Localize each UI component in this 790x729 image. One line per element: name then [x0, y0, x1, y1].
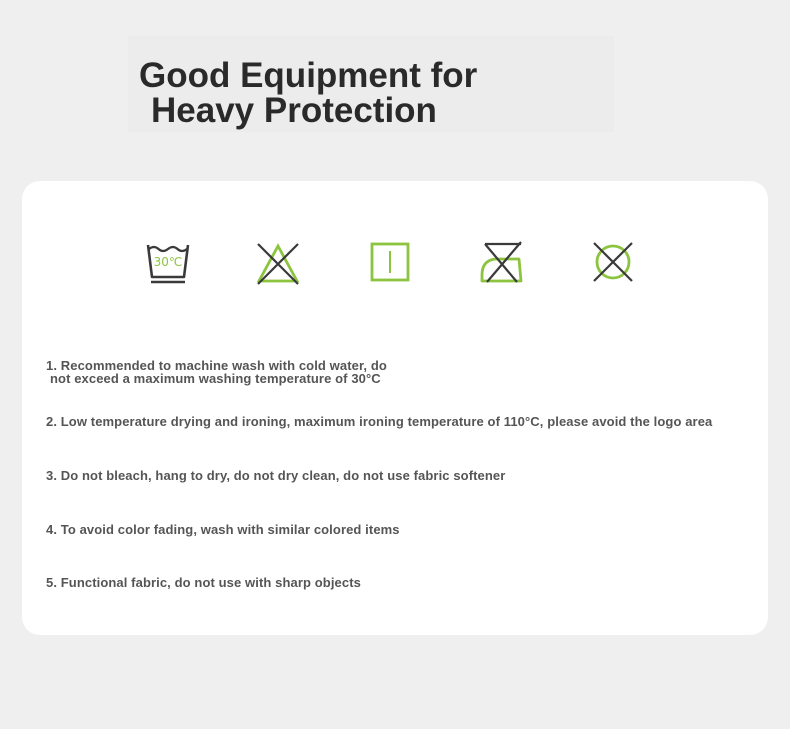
instruction-item-4: 4. To avoid color fading, wash with similar colored items — [46, 522, 400, 537]
care-instructions-card — [22, 181, 768, 635]
title-line-2: Heavy Protection — [151, 91, 437, 130]
title-line-1: Good Equipment for — [139, 56, 478, 95]
instruction-item-1-line-2: not exceed a maximum washing temperature of 30°C — [50, 371, 381, 386]
do-not-bleach-icon — [255, 239, 301, 285]
wash-temperature-label: 30℃ — [153, 255, 183, 269]
instruction-item-5: 5. Functional fabric, do not use with sharp objects — [46, 575, 361, 590]
page-title — [139, 58, 477, 128]
wash-30c-icon — [145, 239, 191, 285]
do-not-iron-icon — [479, 239, 525, 285]
instruction-item-1-line-1: 1. Recommended to machine wash with cold water, do — [46, 358, 387, 373]
instruction-item-3: 3. Do not bleach, hang to dry, do not dry clean, do not use fabric softener — [46, 468, 506, 483]
do-not-dry-clean-icon — [591, 239, 637, 285]
hang-dry-icon — [368, 239, 414, 285]
instruction-item-1 — [46, 359, 387, 385]
instruction-item-2: 2. Low temperature drying and ironing, maximum ironing temperature of 110°C, please avoid the logo area — [46, 414, 713, 429]
